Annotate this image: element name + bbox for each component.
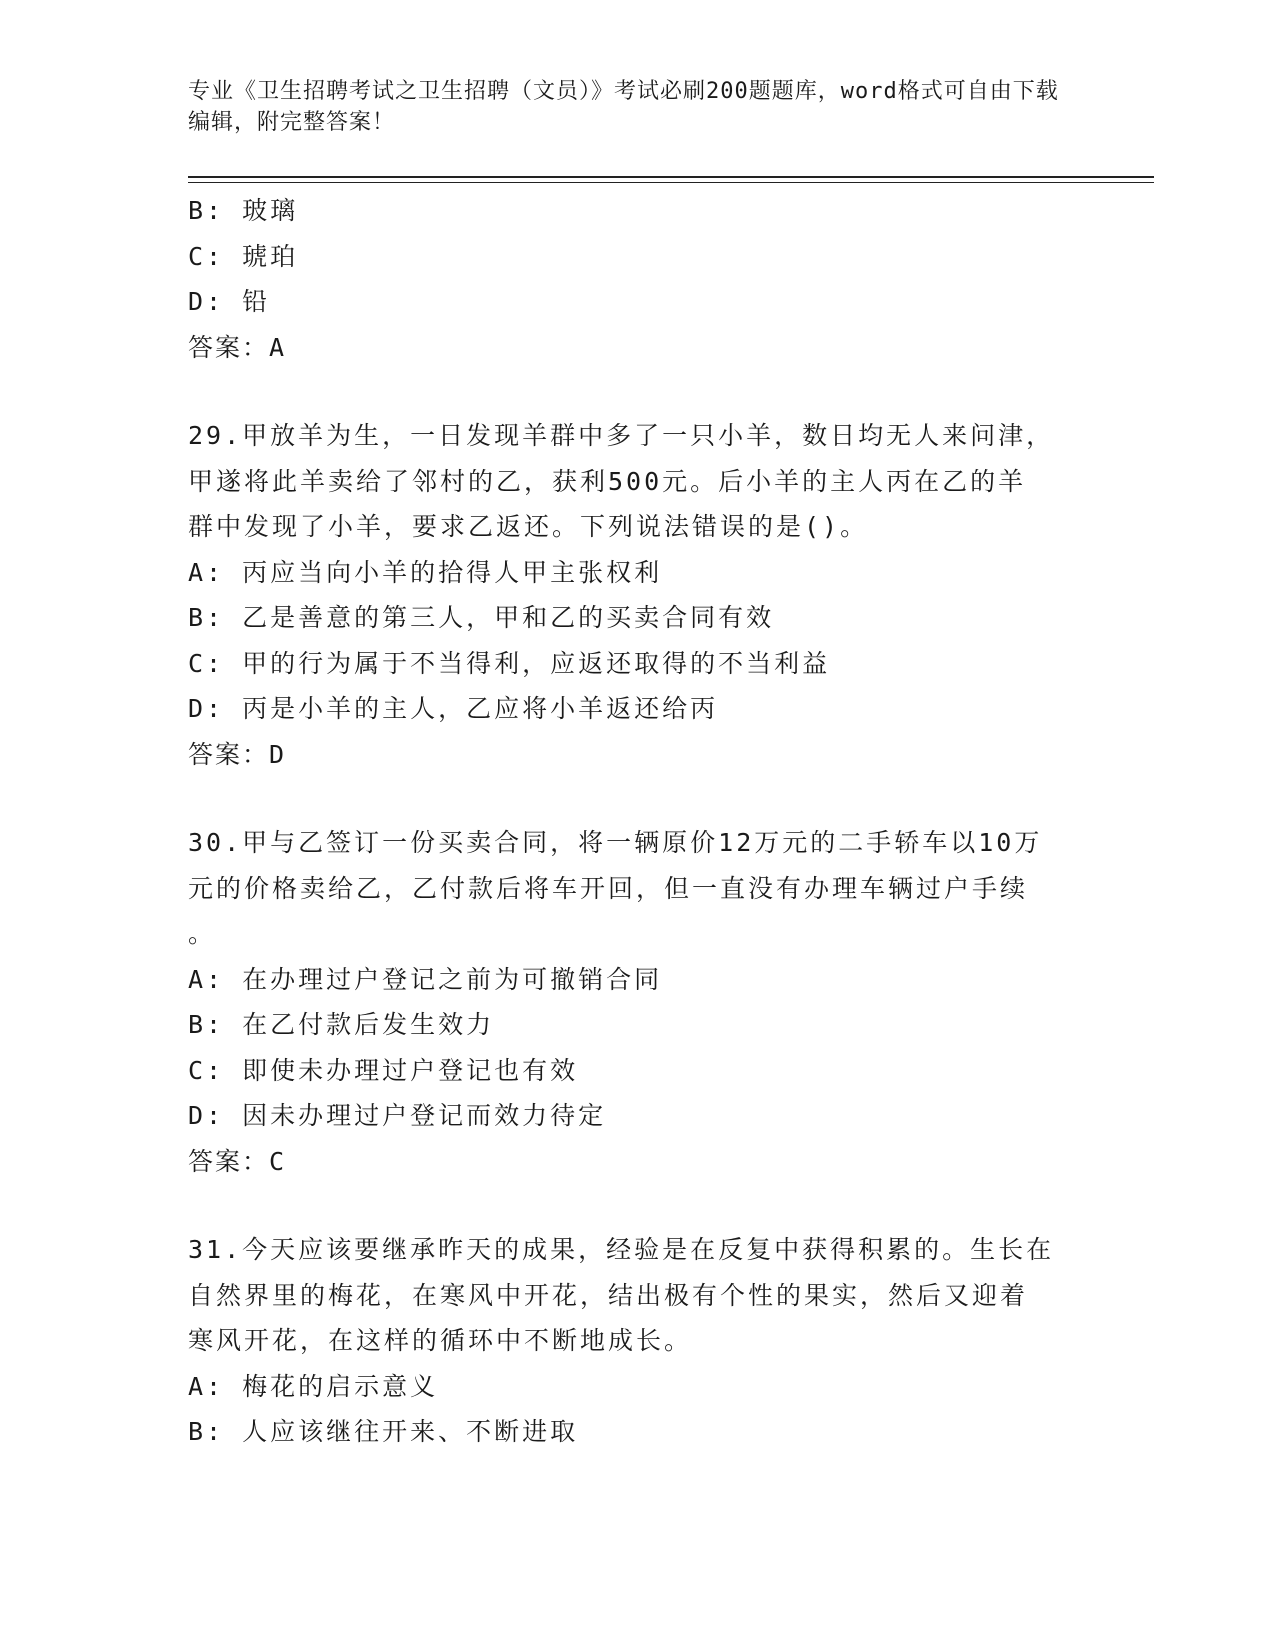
question-29	[188, 413, 1088, 777]
answer: 答案：A	[188, 332, 287, 362]
header-rule	[188, 176, 1154, 178]
option-a: A: 丙应当向小羊的拾得人甲主张权利	[188, 557, 663, 587]
question-stem-line: 自然界里的梅花，在寒风中开花，结出极有个性的果实，然后又迎着	[188, 1280, 1029, 1310]
question-stem-line: 30.甲与乙签订一份买卖合同，将一辆原价12万元的二手轿车以10万	[188, 828, 1043, 857]
option-d: D: 丙是小羊的主人，乙应将小羊返还给丙	[188, 694, 719, 723]
option-b: B: 人应该继往开来、不断进取	[188, 1417, 579, 1446]
option-b: B: 乙是善意的第三人，甲和乙的买卖合同有效	[188, 603, 775, 632]
question-stem-line: 31.今天应该要继承昨天的成果，经验是在反复中获得积累的。生长在	[188, 1235, 1055, 1264]
option-a: A: 在办理过户登记之前为可撤销合同	[188, 964, 663, 994]
question-stem-line: 甲遂将此羊卖给了邻村的乙，获利500元。后小羊的主人丙在乙的羊	[188, 466, 1027, 496]
option-b: B: 玻璃	[188, 196, 299, 225]
option-c: C: 即使未办理过户登记也有效	[188, 1055, 579, 1085]
option-b: B: 在乙付款后发生效力	[188, 1010, 495, 1039]
document-header: 专业《卫生招聘考试之卫生招聘（文员）》考试必刷200题题库，word格式可自由下载编辑，附完整答案！	[188, 79, 1059, 135]
option-a: A: 梅花的启示意义	[188, 1371, 439, 1401]
question-stem-line: 。	[188, 919, 217, 948]
option-c: C: 琥珀	[188, 241, 299, 271]
question-stem-line: 寒风开花，在这样的循环中不断地成长。	[188, 1326, 693, 1355]
question-stem-line: 29.甲放羊为生，一日发现羊群中多了一只小羊，数日均无人来问津，	[188, 421, 1055, 450]
answer: 答案：D	[188, 739, 287, 769]
question-30	[188, 820, 1088, 1184]
question-stem-line: 元的价格卖给乙，乙付款后将车开回，但一直没有办理车辆过户手续	[188, 873, 1029, 903]
question-28-tail	[188, 188, 1088, 370]
option-d: D: 因未办理过户登记而效力待定	[188, 1101, 607, 1130]
answer: 答案：C	[188, 1146, 287, 1176]
question-list	[188, 188, 1088, 1455]
option-d: D: 铅	[188, 287, 271, 316]
question-stem-line: 群中发现了小羊，要求乙返还。下列说法错误的是()。	[188, 512, 869, 541]
question-31	[188, 1227, 1088, 1455]
option-c: C: 甲的行为属于不当得利，应返还取得的不当利益	[188, 648, 831, 678]
header-rule-thin	[188, 182, 1154, 183]
